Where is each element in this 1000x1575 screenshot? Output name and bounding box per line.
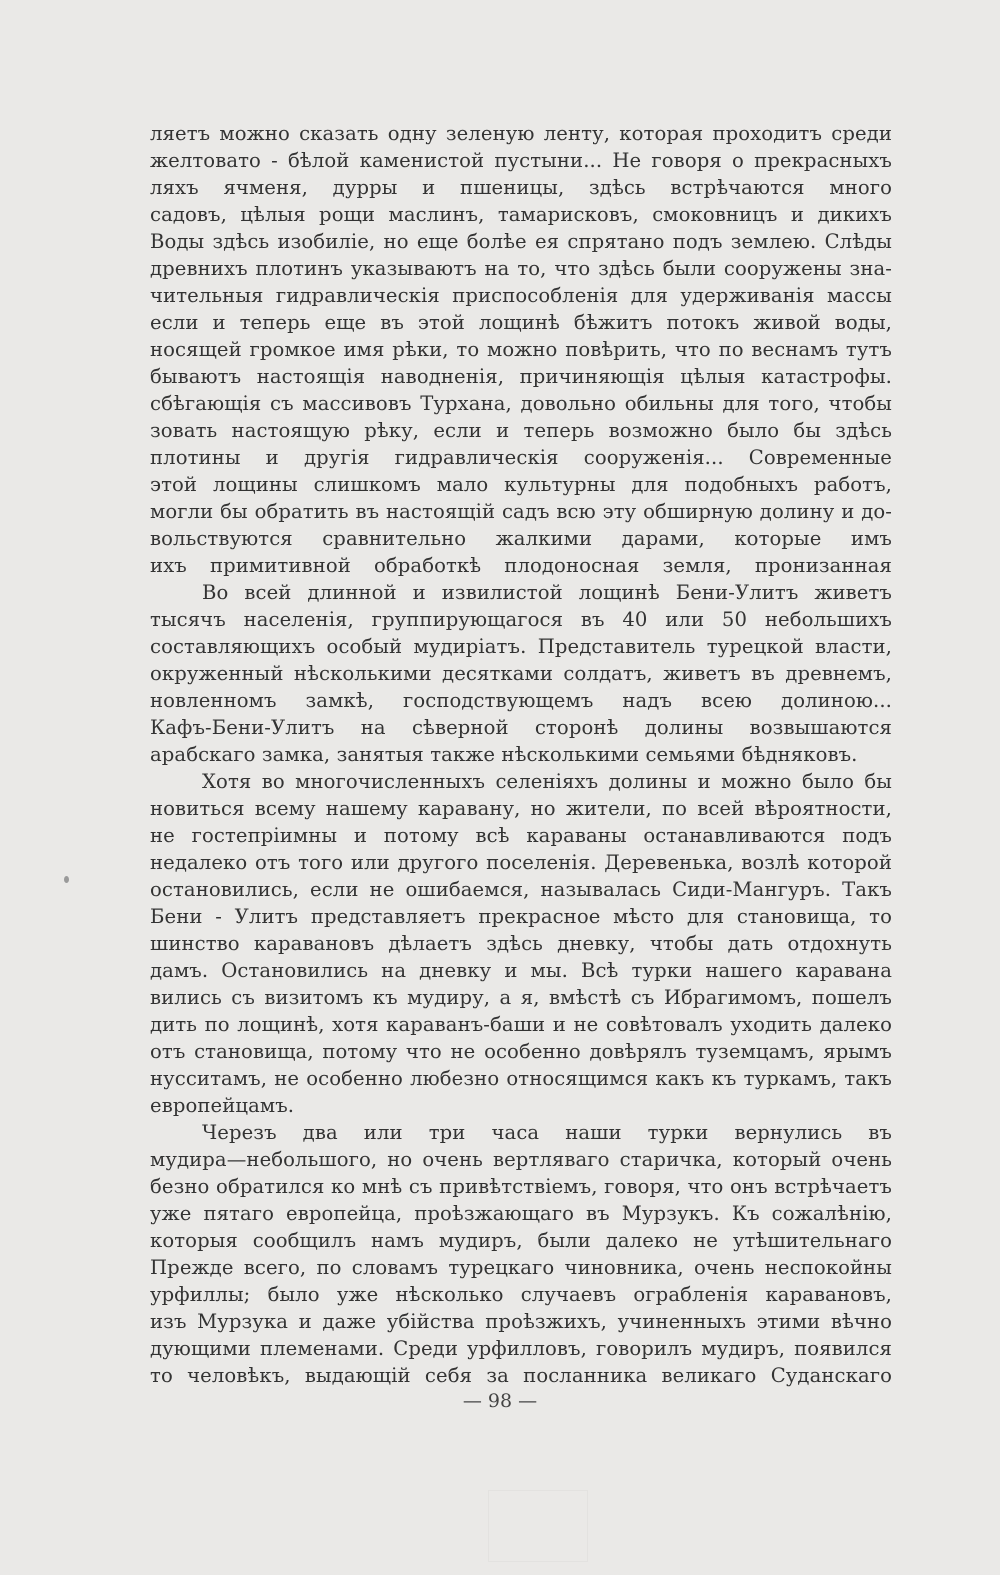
text-line: Бени - Улитъ представляетъ прекрасное мѣсто для становища, то [150,905,892,928]
ink-speck [64,876,69,883]
library-stamp [488,1490,588,1562]
text-line: плотины и другія гидравлическія сооруженія... Современные [150,446,892,469]
text-line: отъ становища, потому что не особенно довѣрялъ туземцамъ, ярымъ [150,1040,892,1063]
text-line: остановились, если не ошибаемся, называлась Сиди-Мангуръ. Такъ [150,878,892,901]
text-line: если и теперь еще въ этой лощинѣ бѣжитъ потокъ живой воды, [150,311,892,334]
text-line: вольствуются сравнительно жалкими дарами, которые имъ [150,527,892,550]
text-line: садовъ, цѣлыя рощи маслинъ, тамарисковъ, смоковницъ и дикихъ [150,203,892,226]
page-number: — 98 — [462,1390,538,1412]
text-line: могли бы обратить въ настоящій садъ всю эту обширную долину и до- [150,500,892,523]
text-line: ляхъ ячменя, дурры и пшеницы, здѣсь встрѣчаются много [150,176,892,199]
text-line: изъ Мурзука и даже убійства проѣзжихъ, учиненныхъ этими вѣчно [150,1310,892,1333]
text-line: безно обратился ко мнѣ съ привѣтствіемъ, говоря, что онъ встрѣчаетъ [150,1175,892,1198]
paragraph [150,768,892,1119]
text-line: новленномъ замкѣ, господствующемъ надъ всею долиною... [150,689,892,712]
text-line: мудира—небольшого, но очень вертляваго старичка, который очень [150,1148,892,1171]
text-line: арабскаго замка, занятыя также нѣсколькими семьями бѣдняковъ. [150,743,858,766]
paragraph [150,1119,892,1389]
text-line: вились съ визитомъ къ мудиру, а я, вмѣстѣ съ Ибрагимомъ, пошелъ [150,986,892,1009]
text-line: желтовато - бѣлой каменистой пустыни... Не говоря о прекрасныхъ [150,149,892,172]
text-line: дамъ. Остановились на дневку и мы. Всѣ турки нашего каравана [150,959,892,982]
text-line: недалеко отъ того или другого поселенія. Деревенька, возлѣ которой [150,851,892,874]
text-line: ихъ примитивной обработкѣ плодоносная земля, пронизанная [150,554,892,577]
text-line: уже пятаго европейца, проѣзжающаго въ Мурзукъ. Къ сожалѣнію, [150,1202,892,1225]
text-line: не гостепріимны и потому всѣ караваны останавливаются подъ [150,824,892,847]
text-line: европейцамъ. [150,1094,295,1117]
text-line: ляетъ можно сказать одну зеленую ленту, которая проходитъ среди [150,122,892,145]
text-line: Во всей длинной и извилистой лощинѣ Бени-Улитъ живетъ [202,581,892,604]
text-line: Черезъ два или три часа наши турки вернулись въ [202,1121,892,1144]
text-line: то человѣкъ, выдающій себя за посланника великаго Суданскаго [150,1364,892,1387]
text-line: шинство каравановъ дѣлаетъ здѣсь дневку, чтобы дать отдохнуть [150,932,892,955]
text-line: Воды здѣсь изобиліе, но еще болѣе ея спрятано подъ землею. Слѣды [150,230,892,253]
body-text [150,120,892,1389]
text-line: чительныя гидравлическія приспособленія для удерживанія массы [150,284,892,307]
text-line: тысячъ населенія, группирующагося въ 40 или 50 небольшихъ [150,608,892,631]
text-line: сбѣгающія съ массивовъ Турхана, довольно обильны для того, чтобы [150,392,892,415]
text-line: которыя сообщилъ намъ мудиръ, были далеко не утѣшительнаго [150,1229,892,1252]
text-line: Кафъ-Бени-Улитъ на сѣверной сторонѣ долины возвышаются [150,716,892,739]
text-line: древнихъ плотинъ указываютъ на то, что здѣсь были сооружены зна- [150,257,892,280]
text-line: Прежде всего, по словамъ турецкаго чиновника, очень неспокойны [150,1256,892,1279]
text-line: урфиллы; было уже нѣсколько случаевъ ограбленія каравановъ, [150,1283,892,1306]
paragraph [150,120,892,579]
text-line: составляющихъ особый мудиріатъ. Представитель турецкой власти, [150,635,892,658]
text-line: этой лощины слишкомъ мало культурны для подобныхъ работъ, [150,473,892,496]
text-line: нусситамъ, не особенно любезно относящимся какъ къ туркамъ, такъ [150,1067,892,1090]
text-line: носящей громкое имя рѣки, то можно повѣрить, что по веснамъ тутъ [150,338,892,361]
text-line: дить по лощинѣ, хотя караванъ-баши и не совѣтовалъ уходить далеко [150,1013,892,1036]
text-line: дующими племенами. Среди урфилловъ, говорилъ мудиръ, появился [150,1337,892,1360]
paragraph [150,579,892,768]
text-line: бываютъ настоящія наводненія, причиняющія цѣлыя катастрофы. [150,365,892,388]
text-line: новиться всему нашему каравану, но жители, по всей вѣроятности, [150,797,892,820]
text-line: окруженный нѣсколькими десятками солдатъ, живетъ въ древнемъ, [150,662,892,685]
text-line: Хотя во многочисленныхъ селеніяхъ долины и можно было бы [202,770,892,793]
text-line: зовать настоящую рѣку, если и теперь возможно было бы здѣсь [150,419,892,442]
